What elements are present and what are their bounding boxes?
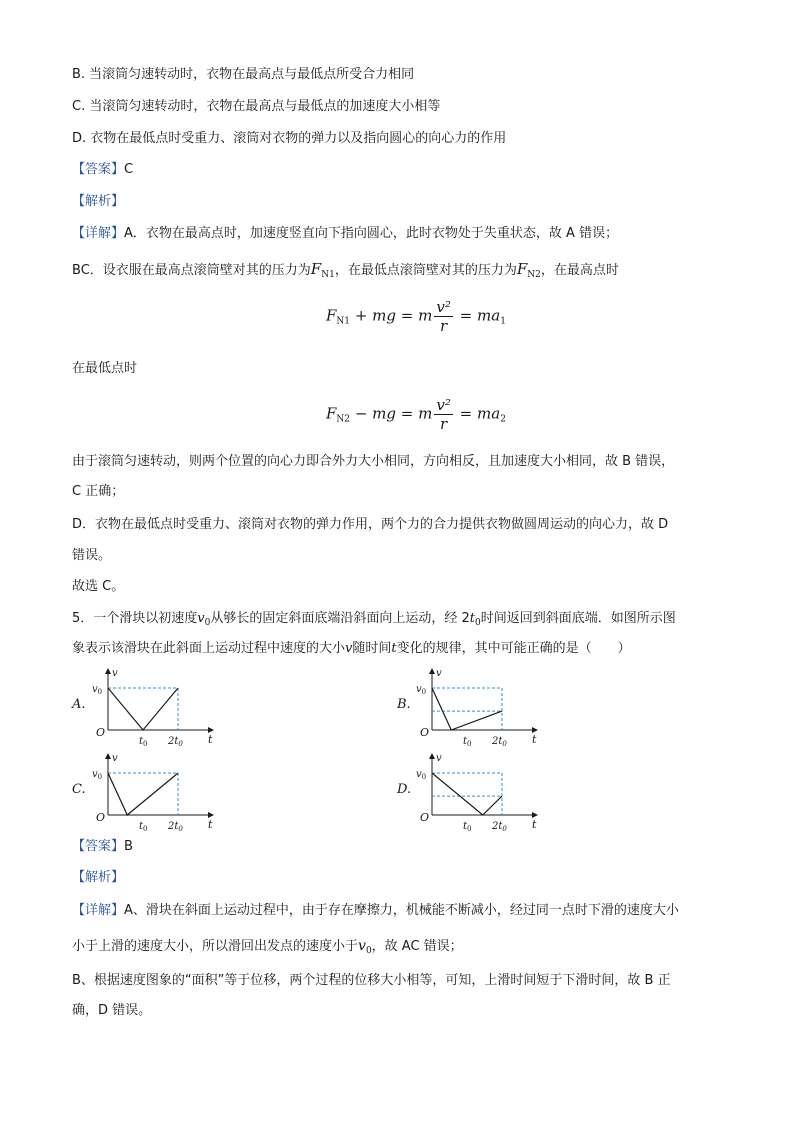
bc-text-b: ，在最低点滚筒壁对其的压力为: [334, 263, 517, 278]
graph-c-label: C.: [72, 782, 86, 797]
t-symbol: t: [391, 641, 397, 656]
option-graphs: [0, 660, 794, 835]
answer-value: C: [124, 162, 134, 177]
bc-line: [72, 260, 619, 284]
fn1-symbol: $F_{N1}$: [310, 260, 335, 280]
graph-b-t0-label: $t_0$: [463, 736, 472, 748]
detail-2b: 小于上滑的速度大小，所以滑回出发点的速度小于$v_0$，故 AC 错误；: [72, 938, 463, 956]
detail-2a-text: A、滑块在斜面上运动过程中，由于存在摩擦力，机械能不断减小，经过同一点时下滑的速度大小: [124, 903, 679, 918]
graph-c-velocity-line: [108, 773, 178, 815]
analysis-tag-1: 【解析】: [72, 194, 125, 209]
detail-2-tag: 【详解】: [72, 903, 125, 918]
graph-d-origin: O: [420, 811, 430, 824]
graph-c-v-arrow: [105, 753, 111, 759]
graph-c-v0-label: $v_0$: [92, 769, 103, 781]
fn2-symbol: $F_{N2}$: [516, 260, 541, 280]
paragraph-2: D．衣物在最低点时受重力、滚筒对衣物的弹力作用，两个力的合力提供衣物做圆周运动的向心力，故 D: [72, 517, 669, 532]
graph-a-2t0-label: $2t_0$: [168, 736, 183, 748]
t0-symbol: $t_0$: [469, 611, 481, 628]
graph-a-t0-label: $t_0$: [139, 736, 148, 748]
graph-b-origin: O: [420, 726, 430, 739]
graph-b-t-label: t: [532, 733, 537, 746]
detail-tag: 【详解】: [72, 226, 125, 241]
graph-a-v-arrow: [105, 668, 111, 674]
answer-tag: 【答案】: [72, 162, 125, 177]
v0-symbol: $v_0$: [197, 611, 211, 628]
graph-d-v-arrow: [429, 753, 435, 759]
bc-text-a: BC．设衣服在最高点滚筒壁对其的压力为: [72, 263, 311, 278]
equation-2: $F_{N2}$ − mg = m $\frac{\text{v²}}{r}$ = $ma_2$: [326, 396, 506, 433]
detail-2c: B、根据速度图象的“面积”等于位移，两个过程的位移大小相等，可知，上滑时间短于下滑时间，故 B 正: [72, 973, 671, 988]
graph-b-v-arrow: [429, 668, 435, 674]
graph-b-v0-label: $v_0$: [416, 684, 427, 696]
answer-2-tag: 【答案】: [72, 839, 125, 854]
graph-c-t-label: t: [208, 818, 213, 831]
graph-c-2t0-label: $2t_0$: [168, 821, 183, 833]
graph-d-t0-label: $t_0$: [463, 821, 472, 833]
graph-a-v0-label: $v_0$: [92, 684, 103, 696]
choose-line: 故选 C。: [72, 579, 125, 594]
graph-b-2t0-label: $2t_0$: [492, 736, 507, 748]
graph-a-origin: O: [96, 726, 106, 739]
question-5-line-2: 象表示该滑块在此斜面上运动过程中速度的大小v随时间t变化的规律，其中可能正确的是（ ）: [72, 641, 631, 656]
graph-a-t-label: t: [208, 733, 213, 746]
question-5-line-1: 5．一个滑块以初速度$v_0$从够长的固定斜面底端沿斜面向上运动，经 $2t_0$时间返回到斜面底端．如图所示图: [72, 611, 676, 628]
graph-a-velocity-line: [108, 688, 178, 730]
graph-d-2t0-label: $2t_0$: [492, 821, 507, 833]
lowest-point-text: 在最低点时: [72, 361, 138, 376]
graph-d-v0-label: $v_0$: [416, 769, 427, 781]
graph-a-label: A.: [72, 697, 86, 712]
graph-b-v-label: v: [436, 668, 442, 679]
paragraph-1b: C 正确；: [72, 484, 125, 499]
detail-text: A．衣物在最高点时，加速度竖直向下指向圆心，此时衣物处于失重状态，故 A 错误；: [124, 226, 619, 241]
graph-d-velocity-line: [432, 773, 502, 815]
answer-2: [72, 838, 133, 856]
answer-1: [72, 161, 133, 179]
graph-c-t0-label: $t_0$: [139, 821, 148, 833]
graph-b-label: B.: [397, 697, 411, 712]
equation-1: $F_{N1}$ + mg = m $\frac{\text{v²}}{r}$ = $ma_1$: [326, 298, 506, 335]
graph-d-v-label: v: [436, 753, 442, 764]
answer-2-value: B: [124, 839, 133, 854]
graph-c-v-label: v: [112, 753, 118, 764]
graph-d-t-label: t: [532, 818, 537, 831]
paragraph-1: 由于滚筒匀速转动，则两个位置的向心力即合外力大小相同，方向相反，且加速度大小相同，故 B 错误，: [72, 454, 675, 469]
graph-a-v-label: v: [112, 668, 118, 679]
option-c: C. 当滚筒匀速转动时，衣物在最高点与最低点的加速度大小相等: [72, 99, 441, 114]
graph-b-velocity-line: [432, 688, 502, 730]
detail-2a: [72, 902, 679, 920]
graph-d-label: D.: [397, 782, 412, 797]
bc-text-c: ，在最高点时: [540, 263, 619, 278]
option-b: B. 当滚筒匀速转动时，衣物在最高点与最低点所受合力相同: [72, 67, 415, 82]
analysis-tag-2: 【解析】: [72, 870, 125, 885]
option-d: D. 衣物在最低点时受重力、滚筒对衣物的弹力以及指向圆心的向心力的作用: [72, 131, 507, 146]
detail-2d: 确，D 错误。: [72, 1003, 152, 1018]
v-symbol: v: [345, 641, 353, 656]
v0-symbol-2: $v_0$: [358, 938, 372, 956]
graph-c-origin: O: [96, 811, 106, 824]
detail-1: [72, 225, 618, 243]
paragraph-2b: 错误。: [72, 548, 112, 563]
